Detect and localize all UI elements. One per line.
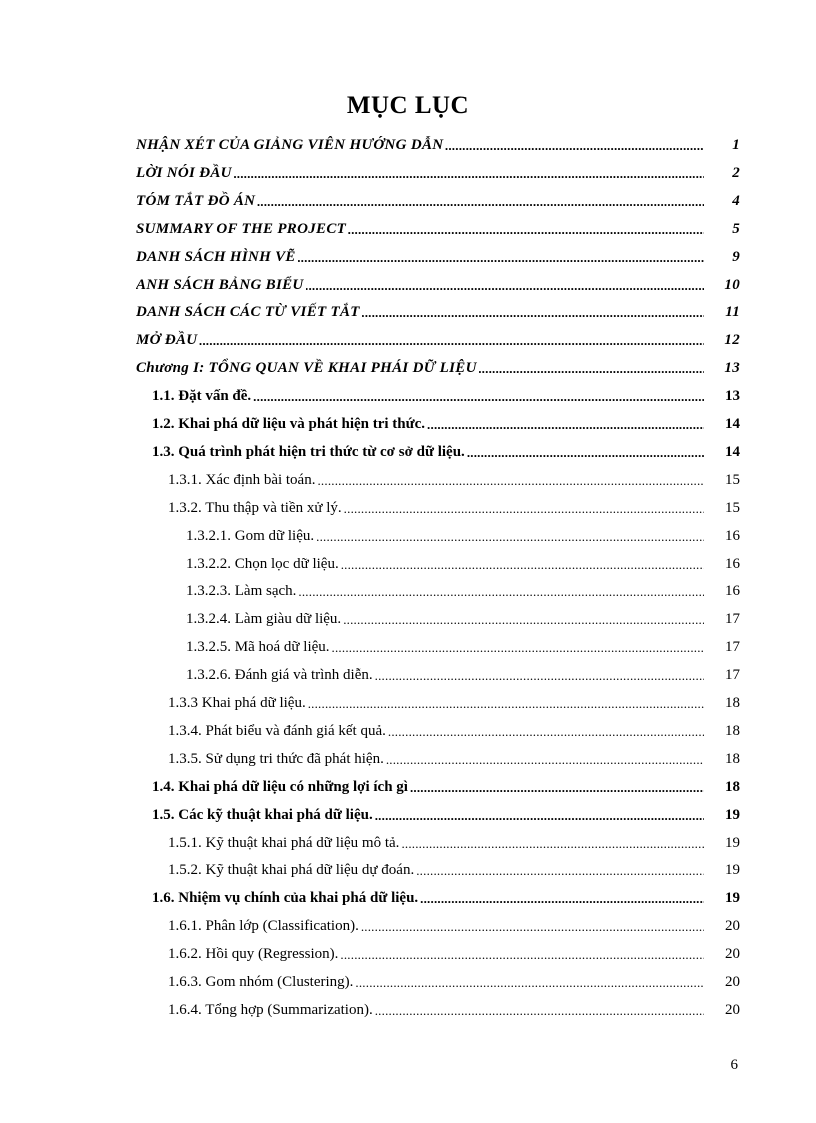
toc-entry-page: 10 [724, 276, 740, 293]
toc-entry[interactable] [168, 684, 740, 712]
toc-entry-page: 13 [725, 388, 740, 405]
toc-entry[interactable] [136, 321, 740, 349]
toc-entry[interactable] [186, 572, 740, 600]
toc-entry[interactable] [136, 210, 740, 238]
toc-entry[interactable] [136, 126, 740, 154]
toc-dot-leader [340, 947, 704, 963]
toc-entry-page: 9 [732, 248, 740, 265]
toc-entry-label: 1.1. Đặt vấn đề. [152, 388, 252, 405]
toc-entry-label: LỜI NÓI ĐẦU [136, 164, 232, 181]
toc-entry-label: 1.2. Khai phá dữ liệu và phát hiện tri thức. [152, 416, 426, 432]
toc-dot-leader [298, 584, 704, 600]
toc-entry-label: 1.3.2.4. Làm giàu dữ liệu. [186, 611, 342, 628]
toc-entry[interactable] [186, 517, 740, 545]
toc-entry[interactable] [168, 824, 740, 852]
toc-entry[interactable] [136, 293, 740, 321]
toc-entry[interactable] [136, 349, 740, 377]
toc-dot-leader [375, 668, 704, 684]
toc-dot-leader [344, 501, 704, 517]
toc-entry-page: 14 [725, 416, 740, 432]
toc-entry-label: 1.6.1. Phân lớp (Classification). [168, 918, 359, 935]
page-number: 6 [730, 1057, 738, 1073]
toc-entry-label: 1.6. Nhiệm vụ chính của khai phá dữ liệu. [152, 890, 419, 907]
toc-dot-leader [316, 529, 704, 545]
toc-entry-page: 12 [724, 332, 740, 349]
page-title: MỤC LỤC [346, 92, 470, 119]
toc-entry[interactable] [152, 377, 740, 405]
toc-entry[interactable] [168, 461, 740, 489]
toc-entry-page: 18 [725, 695, 740, 711]
toc-entry-page: 17 [725, 639, 740, 656]
toc-entry[interactable] [136, 266, 740, 294]
toc-dot-leader [348, 222, 704, 238]
toc-dot-leader [416, 863, 704, 879]
toc-entry[interactable] [168, 991, 740, 1019]
toc-entry-label: 1.3.3 Khai phá dữ liệu. [168, 695, 306, 711]
toc-entry-label: 1.3.5. Sử dụng tri thức đã phát hiện. [168, 750, 384, 767]
toc-entry-label: 1.3.2. Thu thập và tiền xử lý. [168, 499, 342, 516]
toc-entry-page: 20 [725, 974, 740, 990]
toc-entry-label: DANH SÁCH HÌNH VẼ [136, 248, 296, 265]
toc-entry-label: 1.3.2.2. Chọn lọc dữ liệu. [186, 555, 339, 572]
toc-entry-page: 16 [725, 583, 740, 600]
toc-entry-label: 1.4. Khai phá dữ liệu có những lợi ích gì [152, 778, 408, 795]
toc-entry-label: 1.5. Các kỹ thuật khai phá dữ liệu. [152, 806, 373, 823]
toc-entry-page: 15 [725, 471, 740, 488]
toc-entry[interactable] [186, 656, 740, 684]
toc-entry-label: Chương I: TỔNG QUAN VỀ KHAI PHÁI DỮ LIỆU [136, 360, 477, 377]
toc-entry-page: 16 [725, 527, 740, 544]
toc-dot-leader [479, 361, 704, 377]
toc-entry-label: NHẬN XÉT CỦA GIẢNG VIÊN HƯỚNG DẪN [136, 137, 444, 153]
toc-dot-leader [199, 333, 704, 349]
toc-entry[interactable] [152, 405, 740, 433]
toc-entry[interactable] [152, 879, 740, 907]
toc-entry[interactable] [152, 768, 740, 796]
toc-entry-page: 11 [725, 304, 740, 321]
toc-entry-label: 1.3.2.6. Đánh giá và trình diễn. [186, 667, 373, 684]
toc-entry-label: 1.6.2. Hồi quy (Regression). [168, 946, 339, 963]
toc-dot-leader [355, 975, 704, 991]
toc-entry[interactable] [168, 489, 740, 517]
toc-entry-label: DANH SÁCH CÁC TỪ VIẾT TẮT [136, 304, 360, 321]
toc-entry-label: 1.6.4. Tổng hợp (Summarization). [168, 1001, 373, 1018]
toc-entry[interactable] [168, 963, 740, 991]
toc-dot-leader [420, 891, 704, 907]
toc-entry-page: 18 [725, 750, 740, 767]
toc-dot-leader [386, 752, 704, 768]
toc-entry-page: 20 [725, 918, 740, 935]
toc-entry[interactable] [136, 182, 740, 210]
toc-entry-page: 2 [732, 164, 740, 181]
toc-dot-leader [401, 836, 704, 852]
toc-entry[interactable] [168, 851, 740, 879]
toc-entry-page: 19 [725, 862, 740, 879]
toc-entry-page: 1 [732, 137, 740, 153]
toc-dot-leader [427, 417, 704, 433]
toc-dot-leader [410, 780, 704, 796]
toc-entry-page: 18 [725, 778, 740, 795]
toc-entry[interactable] [168, 907, 740, 935]
toc-dot-leader [308, 696, 704, 712]
toc-entry-label: 1.3.2.5. Mã hoá dữ liệu. [186, 639, 330, 656]
toc-dot-leader [362, 305, 704, 321]
toc-entry-page: 18 [725, 722, 740, 739]
toc-dot-leader [388, 724, 704, 740]
toc-entry-label: MỞ ĐẦU [136, 332, 198, 349]
toc-entry[interactable] [136, 238, 740, 266]
toc-dot-leader [332, 640, 704, 656]
toc-entry[interactable] [186, 628, 740, 656]
toc-entry-page: 17 [725, 667, 740, 684]
toc-dot-leader [341, 557, 704, 573]
toc-entry[interactable] [168, 712, 740, 740]
toc-entry-page: 19 [725, 890, 740, 907]
toc-entry-page: 20 [725, 946, 740, 963]
toc-entry[interactable] [186, 600, 740, 628]
toc-entry-page: 4 [732, 192, 740, 209]
toc-dot-leader [306, 278, 704, 294]
toc-dot-leader [234, 166, 704, 182]
toc-entry-label: TÓM TẮT ĐỒ ÁN [136, 192, 256, 209]
toc-entry-page: 19 [725, 834, 740, 851]
toc-dot-leader [445, 138, 704, 154]
toc-entry-page: 15 [725, 499, 740, 516]
toc-entry-page: 17 [725, 611, 740, 628]
toc-entry-page: 16 [725, 555, 740, 572]
toc-entry-label: 1.6.3. Gom nhóm (Clustering). [168, 974, 354, 990]
toc-entry-label: ANH SÁCH BẢNG BIỂU [136, 276, 304, 293]
toc-entry-page: 13 [724, 360, 740, 377]
toc-entry-label: SUMMARY OF THE PROJECT [136, 220, 347, 237]
toc-entry[interactable] [152, 796, 740, 824]
toc-dot-leader [375, 1003, 704, 1019]
toc-entry[interactable] [168, 935, 740, 963]
toc-dot-leader [361, 919, 704, 935]
toc-entry-page: 5 [732, 220, 740, 237]
toc-entry-label: 1.3.4. Phát biểu và đánh giá kết quả. [168, 722, 386, 739]
toc-dot-leader [298, 250, 704, 266]
toc-entry-page: 19 [725, 806, 740, 823]
toc-dot-leader [467, 445, 704, 461]
toc-dot-leader [257, 194, 704, 210]
toc-entry-page: 14 [725, 443, 740, 460]
toc-entry-label: 1.5.1. Kỹ thuật khai phá dữ liệu mô tả. [168, 834, 400, 851]
toc-dot-leader [343, 612, 704, 628]
toc-entry-label: 1.3.2.1. Gom dữ liệu. [186, 527, 315, 544]
toc-entry-label: 1.3. Quá trình phát hiện tri thức từ cơ sở dữ liệu. [152, 443, 465, 460]
toc-dot-leader [253, 389, 704, 405]
toc-dot-leader [317, 473, 704, 489]
toc-entry[interactable] [136, 154, 740, 182]
toc-entry-label: 1.3.1. Xác định bài toán. [168, 471, 316, 488]
toc-entry-page: 20 [725, 1001, 740, 1018]
toc-dot-leader [375, 808, 704, 824]
toc-entry-label: 1.5.2. Kỹ thuật khai phá dữ liệu dự đoán. [168, 862, 415, 879]
toc-entry-label: 1.3.2.3. Làm sạch. [186, 583, 297, 600]
toc-entry[interactable] [152, 433, 740, 461]
toc-entry[interactable] [168, 740, 740, 768]
toc-entry[interactable] [186, 545, 740, 573]
